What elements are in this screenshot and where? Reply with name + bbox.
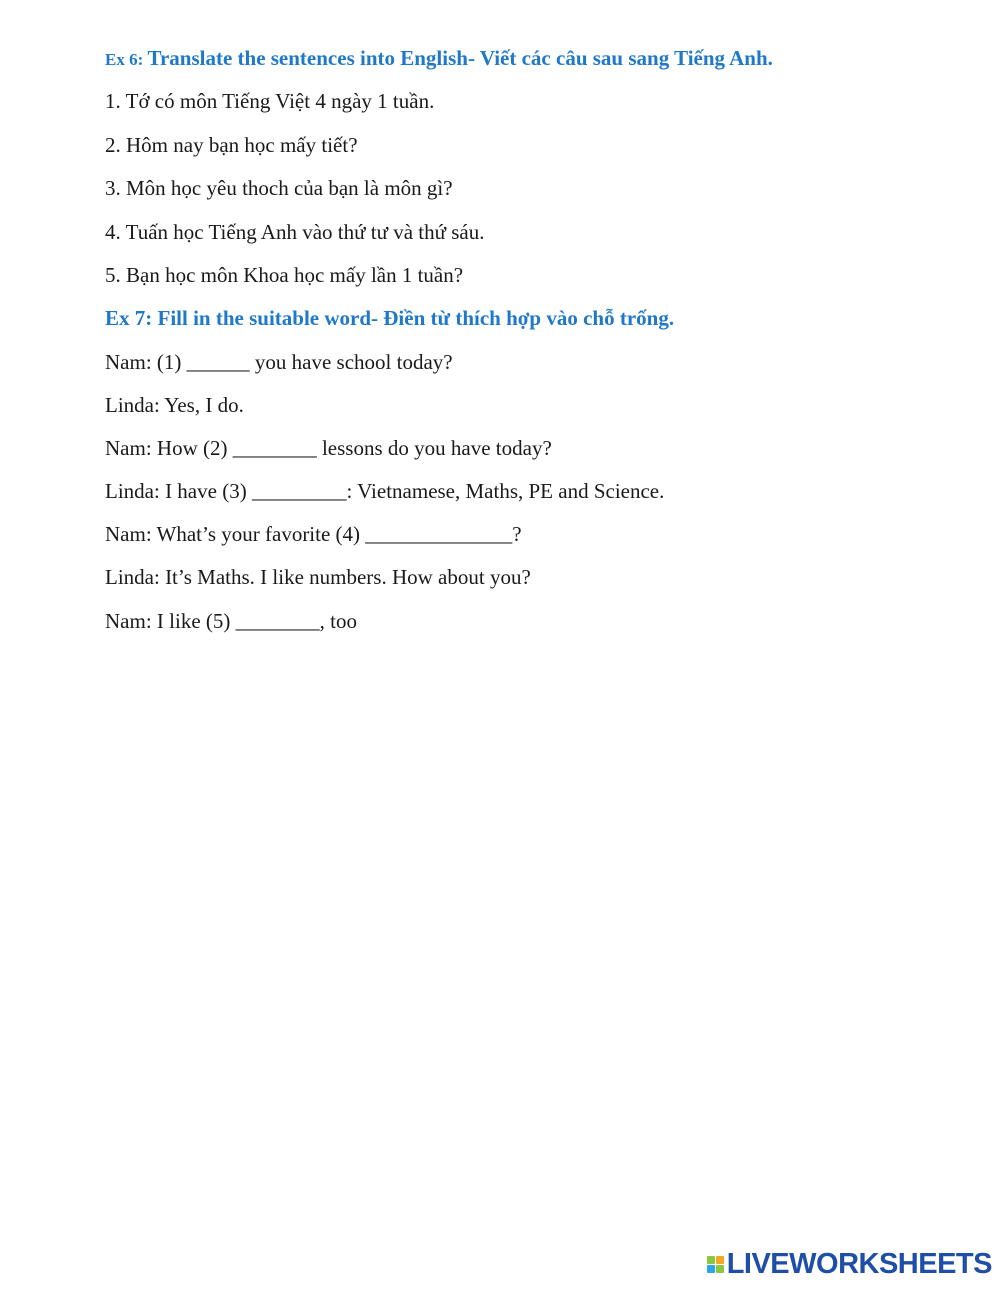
ex7-dialogue-line: Nam: What’s your favorite (4) ______________?	[105, 522, 522, 546]
ex7-dialogue-line: Linda: It’s Maths. I like numbers. How about you?	[105, 565, 531, 589]
ex7-dialogue-line: Linda: Yes, I do.	[105, 393, 244, 417]
ex6-title: Translate the sentences into English- Viết các câu sau sang Tiếng Anh.	[147, 46, 773, 70]
ex6-item: 4. Tuấn học Tiếng Anh vào thứ tư và thứ sáu.	[105, 220, 485, 244]
ex6-item: 2. Hôm nay bạn học mấy tiết?	[105, 133, 358, 157]
ex7-dialogue-line: Nam: I like (5) ________, too	[105, 609, 357, 633]
ex6-item: 3. Môn học yêu thoch của bạn là môn gì?	[105, 176, 453, 200]
liveworksheets-logo	[707, 1248, 992, 1281]
ex7-dialogue-line: Nam: How (2) ________ lessons do you have today?	[105, 436, 552, 460]
ex6-heading	[105, 46, 773, 71]
ex6-item: 1. Tớ có môn Tiếng Việt 4 ngày 1 tuần.	[105, 89, 435, 113]
ex7-heading: Ex 7: Fill in the suitable word- Điền từ thích hợp vào chỗ trống.	[105, 306, 675, 330]
ex6-label: Ex 6:	[105, 50, 148, 69]
ex6-item: 5. Bạn học môn Khoa học mấy lần 1 tuần?	[105, 263, 464, 287]
logo-text: LIVEWORKSHEETS	[726, 1248, 992, 1280]
ex7-dialogue-line: Linda: I have (3) _________: Vietnamese, Maths, PE and Science.	[105, 479, 665, 503]
ex7-dialogue-line: Nam: (1) ______ you have school today?	[105, 350, 453, 374]
logo-grid-icon	[707, 1256, 724, 1273]
